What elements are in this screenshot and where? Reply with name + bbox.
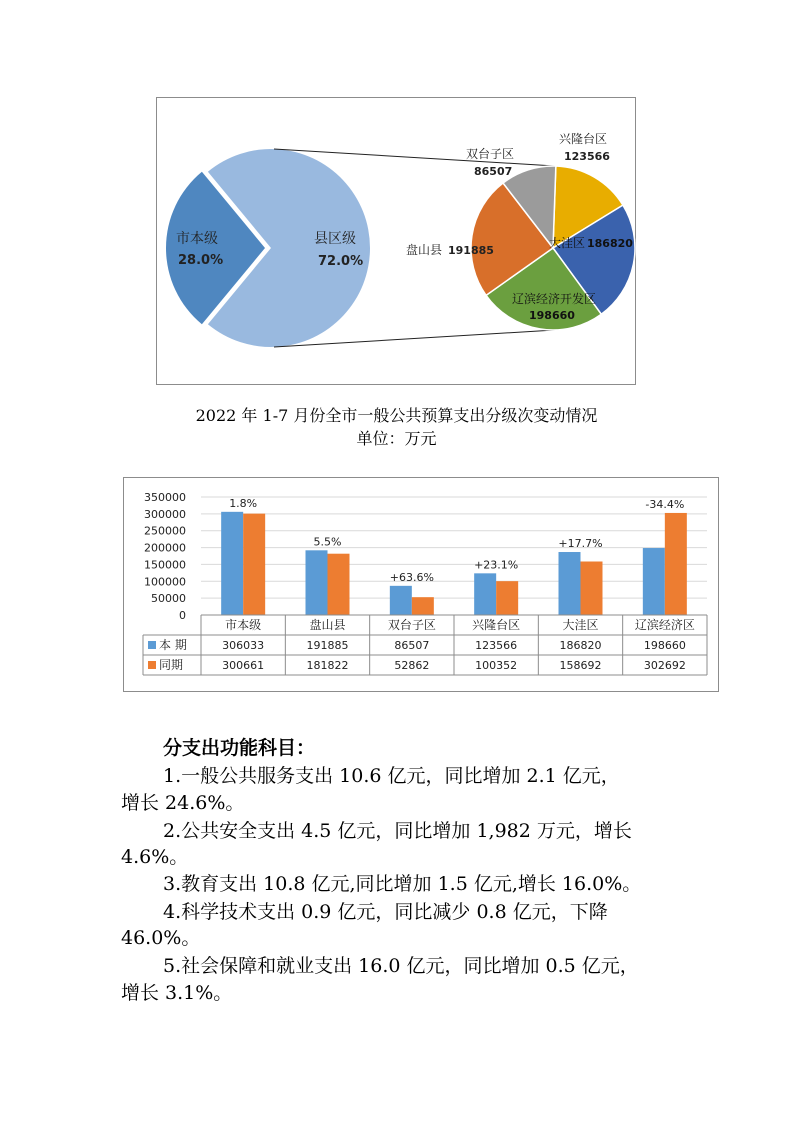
bar-current [474, 573, 496, 615]
y-tick-label: 250000 [144, 524, 186, 538]
item-2-line-1: 2.公共安全支出 4.5 亿元，同比增加 1,982 万元，增长 [163, 820, 632, 842]
bar-change-label: -34.4% [645, 497, 685, 511]
pie2-label-dawa-name: 大洼区 [549, 236, 586, 250]
y-tick-label: 350000 [144, 491, 186, 504]
table-cell: 52862 [394, 659, 430, 672]
table-cell: 123566 [475, 639, 518, 652]
table-cell: 86507 [394, 639, 430, 652]
pie2-label-liaobin-name: 辽滨经济开发区 [512, 292, 597, 306]
bar-change-label: +63.6% [389, 570, 434, 584]
legend-swatch [148, 661, 156, 669]
pie-label-city-name: 市本级 [176, 231, 218, 247]
x-category-label: 市本级 [225, 618, 262, 632]
y-tick-label: 0 [179, 609, 186, 622]
bar-current [390, 586, 412, 615]
pie-label-county-name: 县区级 [314, 231, 356, 247]
bar-current [306, 550, 328, 615]
x-category-label: 辽滨经济区 [634, 618, 695, 632]
table-cell: 158692 [559, 659, 602, 672]
chart-unit-caption: 单位：万元 [356, 429, 437, 448]
legend-label: 本 期 [159, 638, 187, 652]
bar-current [559, 552, 581, 615]
table-cell: 191885 [306, 639, 349, 652]
x-category-label: 大洼区 [562, 618, 599, 632]
item-3-line-1: 3.教育支出 10.8 亿元,同比增加 1.5 亿元,增长 16.0%。 [163, 873, 642, 895]
item-1-line-2: 增长 24.6%。 [121, 792, 245, 814]
item-4-line-2: 46.0%。 [121, 927, 201, 949]
item-1-line-1: 1.一般公共服务支出 10.6 亿元，同比增加 2.1 亿元， [163, 765, 620, 787]
legend-label: 同期 [159, 658, 184, 672]
pie2-label-shuangtaizi-value: 86507 [474, 165, 513, 178]
table-cell: 186820 [559, 639, 602, 652]
table-cell: 181822 [306, 659, 349, 672]
table-cell: 300661 [222, 659, 265, 672]
bar-prior [328, 554, 350, 615]
bar-prior [412, 597, 434, 615]
y-tick-label: 100000 [144, 575, 186, 589]
item-5-line-2: 增长 3.1%。 [121, 982, 233, 1004]
pie2-label-dawa-value: 186820 [587, 237, 633, 250]
pie-of-pie-chart [156, 97, 636, 385]
bar-change-label: +23.1% [474, 558, 519, 572]
pie2-label-panshan-value: 191885 [448, 244, 494, 257]
table-cell: 198660 [643, 639, 686, 652]
bar-prior [243, 514, 265, 615]
pie2-label-panshan-name: 盘山县 [406, 243, 443, 257]
item-5-line-1: 5.社会保障和就业支出 16.0 亿元，同比增加 0.5 亿元， [163, 955, 639, 977]
bar-chart [123, 477, 719, 692]
section-heading: 分支出功能科目： [163, 737, 316, 759]
bar-change-label: 5.5% [313, 535, 342, 549]
pie2-label-shuangtaizi-name: 双台子区 [466, 147, 515, 161]
pie-label-county-pct: 72.0% [318, 254, 364, 269]
bar-prior [496, 581, 518, 615]
item-4-line-1: 4.科学技术支出 0.9 亿元，同比减少 0.8 亿元，下降 [163, 901, 608, 923]
chart-caption: 2022 年 1-7 月份全市一般公共预算支出分级次变动情况 [195, 406, 598, 425]
pie2-label-xinglongtai-name: 兴隆台区 [559, 132, 608, 146]
table-cell: 302692 [643, 659, 686, 672]
x-category-label: 盘山县 [309, 618, 346, 632]
bar-prior [665, 513, 687, 615]
y-tick-label: 300000 [144, 507, 186, 521]
bar-current [643, 548, 665, 615]
y-tick-label: 150000 [144, 558, 186, 572]
bar-change-label: 1.8% [229, 496, 258, 510]
bar-prior [581, 561, 603, 615]
pie2-label-liaobin-value: 198660 [529, 309, 575, 322]
y-tick-label: 200000 [144, 541, 186, 555]
pie-label-city-pct: 28.0% [178, 253, 224, 268]
item-2-line-2: 4.6%。 [121, 846, 189, 868]
table-cell: 100352 [475, 659, 518, 672]
pie2-label-xinglongtai-value: 123566 [564, 150, 610, 163]
bar-current [221, 512, 243, 615]
table-cell: 306033 [222, 639, 265, 652]
x-category-label: 兴隆台区 [472, 618, 521, 632]
x-category-label: 双台子区 [387, 618, 436, 632]
legend-swatch [148, 641, 156, 649]
y-tick-label: 50000 [151, 592, 186, 606]
bar-change-label: +17.7% [558, 537, 603, 551]
